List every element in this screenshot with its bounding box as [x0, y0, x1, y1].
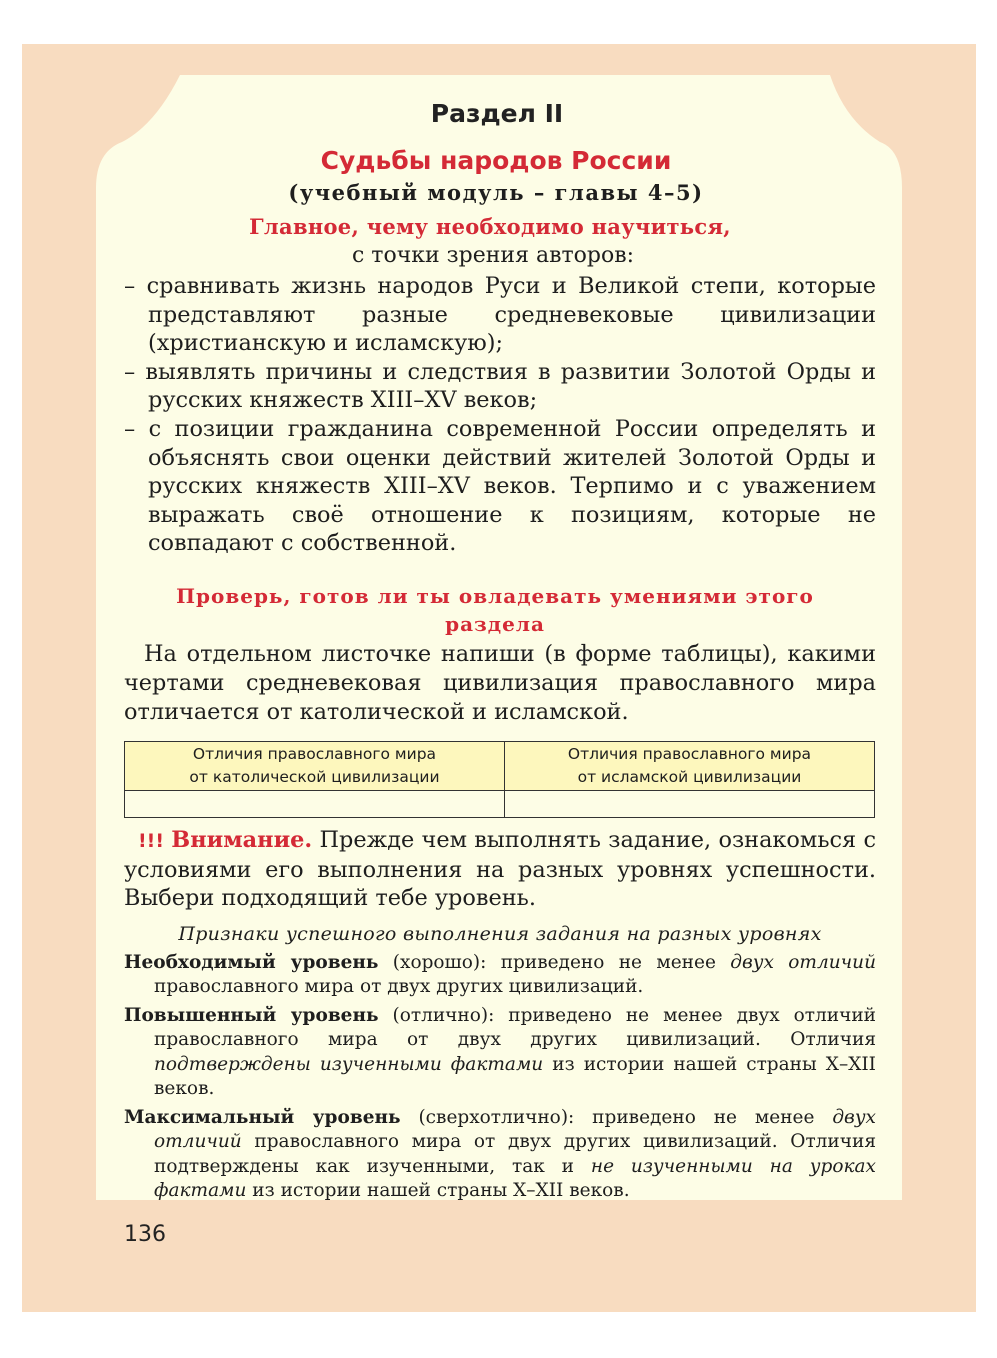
attention-text: Прежде чем выполнять задание, ознакомься с условиями его выполнения на разных уровнях успешности. Выбери подходящий тебе уровень. [124, 826, 876, 912]
differences-table [124, 741, 875, 818]
attention-note [124, 826, 876, 913]
section-title: Судьбы народов России [320, 146, 672, 175]
attention-marker-icon: !!! [138, 829, 164, 852]
goals-subheading: с точки зрения авторов: [351, 243, 635, 268]
table-cell[interactable] [504, 790, 874, 817]
page-content [124, 92, 876, 1204]
goal-item: – с позиции гражданина современной России определять и объяснять свои оценки действий жителей Золотой Орды и русских княжеств XIII–XV веков. Терпимо и с уважением выражать своё отношение к позициям, которые не совпадают с собственной. [124, 415, 876, 557]
goals-list [124, 272, 876, 558]
check-heading: Проверь, готов ли ты овладевать умениями этого раздела [176, 583, 814, 636]
level-maximum: Максимальный уровень (сверхотлично): приведено не менее двух отличий православного мира от двух других цивилизаций. Отличия подтверждены как изученными, так и не изученными на уроках фактами из истории нашей страны X–XII веков. [124, 1106, 876, 1202]
goal-item: – сравнивать жизнь народов Руси и Великой степи, которые представляют разные средневековые цивилизации (христианскую и исламскую); [124, 273, 876, 357]
criteria-heading: Признаки успешного выполнения задания на разных уровнях [178, 922, 822, 945]
table-header-islamic: Отличия православного мира от исламской цивилизации [504, 741, 874, 790]
table-row [125, 790, 875, 817]
page-number: 136 [124, 1222, 166, 1247]
level-necessary: Необходимый уровень (хорошо): приведено не менее двух отличий православного мира от двух других цивилизаций. [124, 951, 876, 998]
goals-heading: Главное, чему необходимо научиться, [249, 214, 731, 239]
table-header-row [125, 741, 875, 790]
goal-item: – выявлять причины и следствия в развитии Золотой Орды и русских княжеств XIII–XV веков; [124, 358, 876, 414]
table-header-catholic: Отличия православного мира от католической цивилизации [125, 741, 505, 790]
section-label: Раздел II [430, 99, 564, 128]
attention-label: Внимание. [171, 826, 313, 853]
table-cell[interactable] [125, 790, 505, 817]
level-advanced: Повышенный уровень (отлично): приведено не менее двух отличий православного мира от двух других цивилизаций. Отличия подтверждены изученными фактами из истории нашей страны X–XII веков. [124, 1004, 876, 1100]
task-text: На отдельном листочке напиши (в форме таблицы), какими чертами средневековая цивилизация православного мира отличается от католической и исламской. [124, 640, 876, 725]
module-subtitle: (учебный модуль – главы 4–5) [288, 180, 704, 205]
